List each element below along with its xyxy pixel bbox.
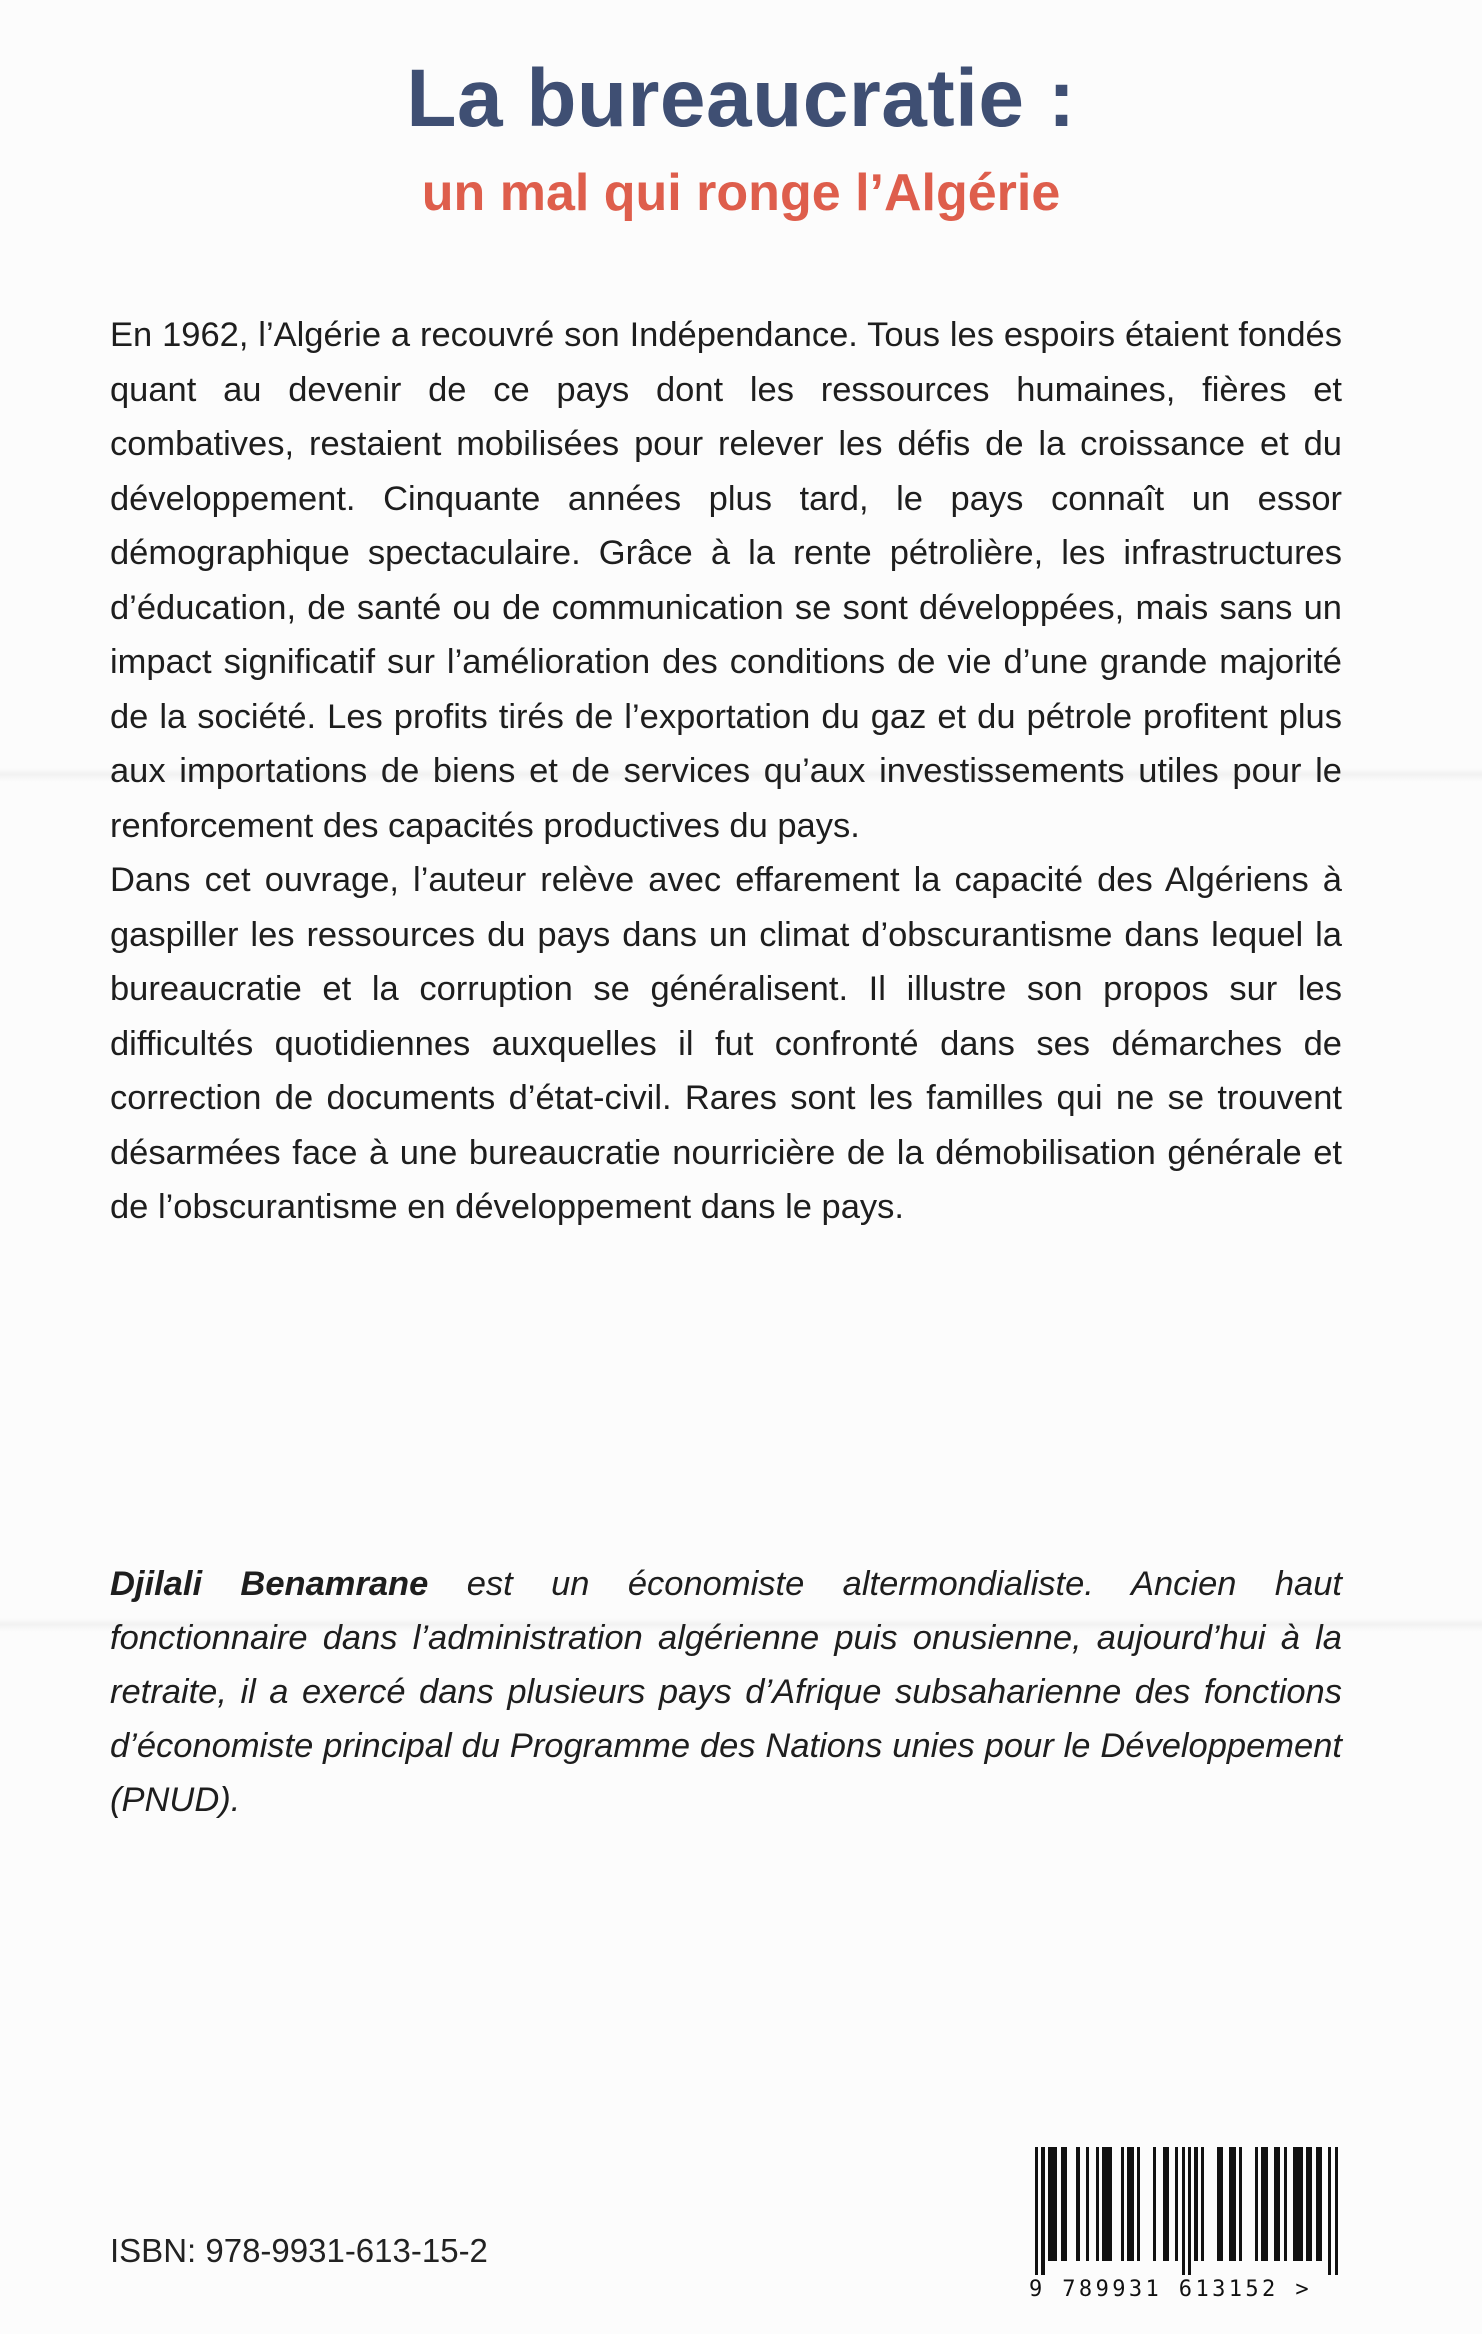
barcode bbox=[1027, 2147, 1337, 2317]
barcode-bars bbox=[1027, 2147, 1345, 2275]
author-bio bbox=[110, 1557, 1342, 1827]
barcode-module bbox=[1335, 2147, 1338, 2275]
book-title: La bureaucratie : bbox=[406, 53, 1076, 144]
summary-paragraph-2: Dans cet ouvrage, l’auteur relève avec effarement la capacité des Algériens à gaspiller les ressources du pays dans un climat d’obscurantisme dans lequel la bureaucratie et la corruption se généralisent. Il illustre son propos sur les difficultés quotidiennes auxquelles il fut confronté dans ses démarches de correction de documents d’état-civil. Rares sont les familles qui ne se trouvent désarmées face à une bureaucratie nourricière de la démobilisation générale et de l’obscurantisme en développement dans le pays. bbox=[110, 861, 1342, 1226]
book-subtitle: un mal qui ronge l’Algérie bbox=[421, 164, 1061, 222]
isbn-label: ISBN: 978-9931-613-15-2 bbox=[110, 2232, 488, 2269]
summary-text bbox=[110, 308, 1342, 1235]
barcode-digits: 9 789931 613152 > bbox=[1029, 2277, 1312, 2302]
author-bio-text: est un économiste altermondialiste. Ancien haut fonctionnaire dans l’administration algérienne puis onusienne, aujourd’hui à la retraite, il a exercé dans plusieurs pays d’Afrique subsaharienne des fonctions d’économiste principal du Programme des Nations unies pour le Développement (PNUD). bbox=[110, 1565, 1342, 1819]
author-name: Djilali Benamrane bbox=[110, 1565, 429, 1603]
summary-paragraph-1: En 1962, l’Algérie a recouvré son Indépendance. Tous les espoirs étaient fondés quant au devenir de ce pays dont les ressources humaines, fières et combatives, restaient mobilisées pour relever les défis de la croissance et du développement. Cinquante années plus tard, le pays connaît un essor démographique spectaculaire. Grâce à la rente pétrolière, les infrastructures d’éducation, de santé ou de communication se sont développées, mais sans un impact significatif sur l’amélioration des conditions de vie d’une grande majorité de la société. Les profits tirés de l’exportation du gaz et du pétrole profitent plus aux importations de biens et de services qu’aux investissements utiles pour le renforcement des capacités productives du pays. bbox=[110, 316, 1342, 845]
